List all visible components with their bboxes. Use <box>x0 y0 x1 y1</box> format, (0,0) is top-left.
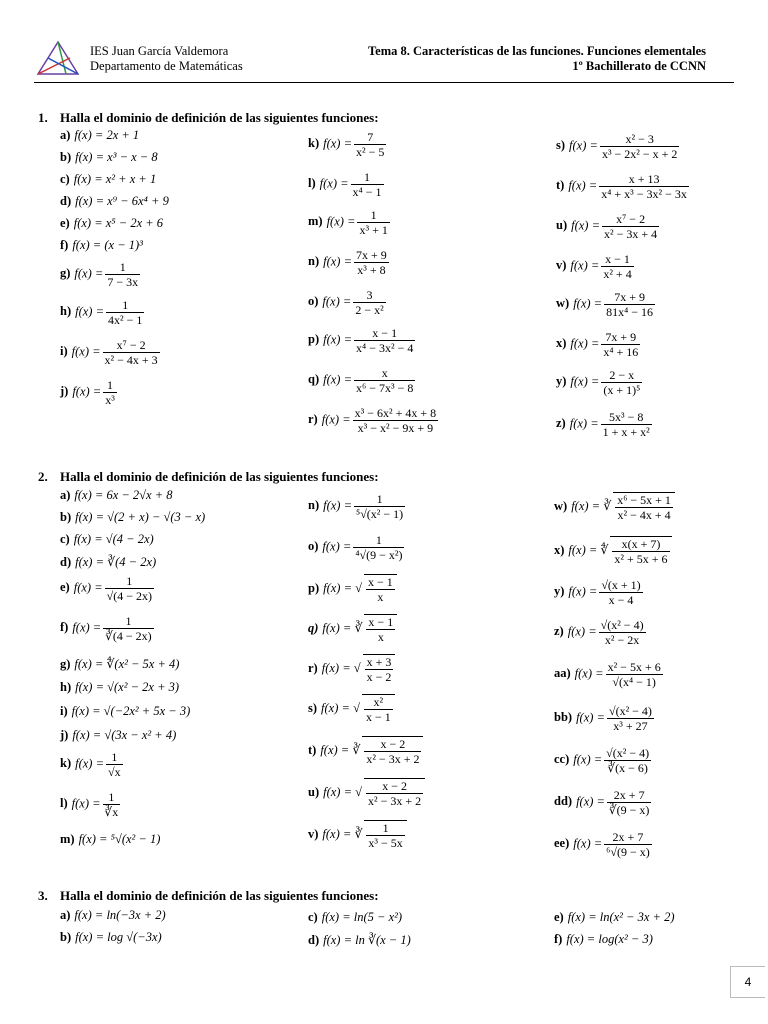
question-text: Halla el dominio de definición de las siguientes funciones: <box>60 888 379 903</box>
denominator: ∛(x − 6) <box>607 761 648 775</box>
q3-item-d: d) f(x) = ln ∛(x − 1) <box>308 933 411 947</box>
q2-item-w: w) f(x) = ∛ $\frac{\text{x⁶ − 5x + 1}}{\text{x² − 4x + 4}}$ <box>554 492 677 522</box>
formula: f(x) = ⁵√(x² − 1) <box>78 832 161 846</box>
denominator: 2 − x² <box>355 303 384 317</box>
numerator: 1 <box>106 750 123 765</box>
numerator: x² − 5x + 6 <box>607 660 661 674</box>
denominator: x² − 5 <box>356 145 385 159</box>
q2-item-b: b) f(x) = √(2 + x) − √(3 − x) <box>60 510 206 524</box>
numerator: 1 <box>366 821 404 836</box>
numerator: 7x + 9 <box>604 290 655 305</box>
denominator: (x + 1)⁵ <box>603 383 641 397</box>
q3-item-f: f) f(x) = log(x² − 3) <box>554 932 653 946</box>
denominator: x³ − x² − 9x + 9 <box>357 421 434 435</box>
q3-item-c: c) f(x) = ln(5 − x²) <box>308 910 403 924</box>
denominator: 4x² − 1 <box>108 313 143 327</box>
numerator: 1 <box>106 298 144 313</box>
denominator: x³ + 8 <box>357 263 386 277</box>
q2-item-y: y) f(x) = $\frac{√(x + 1)}{x - 4}$ <box>554 578 641 607</box>
numerator: 1 <box>103 790 121 805</box>
denominator: x⁴ + 16 <box>603 345 639 359</box>
numerator: √(x² − 4) <box>606 746 650 760</box>
topic-info <box>368 44 706 74</box>
page-header <box>0 0 768 90</box>
denominator: x² − 3x + 4 <box>604 227 658 241</box>
q1-item-b: b) f(x) = x³ − x − 8 <box>60 150 158 164</box>
q2-item-m: m) f(x) = ⁵√(x² − 1) <box>60 832 161 846</box>
denominator: x − 1 <box>365 710 391 724</box>
denominator: ∛(9 − x) <box>608 803 650 817</box>
denominator: 7 − 3x <box>107 275 139 289</box>
numerator: 1 <box>103 378 117 393</box>
denominator: x⁴ − 3x² − 4 <box>356 341 414 355</box>
q3-item-e: e) f(x) = ln(x² − 3x + 2) <box>554 910 675 924</box>
q2-item-bb: bb) f(x) = $\frac{\text{√(x² − 4)}}{\text{x³ + 27}}$ <box>554 704 652 733</box>
numerator: 7x + 9 <box>356 248 387 262</box>
q1-item-i: i) f(x) = $\frac{\text{x⁷ − 2}}{\text{x² − 4x + 3}}$ <box>60 338 158 367</box>
formula: f(x) = 6x − 2√x + 8 <box>74 488 173 502</box>
denominator: x² − 3x + 2 <box>368 794 422 808</box>
formula: f(x) = x⁵ − 2x + 6 <box>73 216 164 230</box>
denominator: x³ − 5x <box>368 836 403 850</box>
formula: f(x) = √(2 + x) − √(3 − x) <box>75 510 206 524</box>
denominator: x³ − 2x² − x + 2 <box>601 147 678 161</box>
formula: f(x) = x³ − x − 8 <box>75 150 158 164</box>
numerator: x⁶ − 5x + 1 <box>617 493 671 507</box>
numerator: x⁷ − 2 <box>103 338 160 353</box>
numerator: 1 <box>353 533 404 548</box>
denominator: 81x⁴ − 16 <box>606 305 654 319</box>
q2-item-dd: dd) f(x) = $\frac{2x + 7}{∛(9 - x)}$ <box>554 788 650 817</box>
question-3-title <box>38 888 379 904</box>
denominator: x³ + 1 <box>359 223 388 237</box>
q1-item-d: d) f(x) = x⁹ − 6x⁴ + 9 <box>60 194 169 208</box>
denominator: x² − 4x + 4 <box>617 508 671 522</box>
q1-item-z: z) f(x) = $\frac{\text{5x³ − 8}}{\text{1 + x + x²}}$ <box>556 410 650 439</box>
formula: f(x) = ln(x² − 3x + 2) <box>567 910 675 924</box>
numerator: 1 <box>105 260 140 275</box>
q2-item-j: j) f(x) = √(3x − x² + 4) <box>60 728 177 742</box>
numerator: 1 <box>357 208 389 223</box>
q2-item-z: z) f(x) = $\frac{\text{√(x² − 4)}}{\text{x² − 2x}}$ <box>554 618 644 647</box>
q1-item-t: t) f(x) = $\frac{x + 13}{\text{x⁴ + x³ − 3x² − 3x}}$ <box>556 172 687 201</box>
numerator: x² − 3 <box>600 132 680 147</box>
q2-item-d: d) f(x) = ∛(4 − 2x) <box>60 555 157 569</box>
denominator: x² + 4 <box>603 267 632 281</box>
q1-item-h: h) f(x) = $\frac{1}{\text{4x² − 1}}$ <box>60 298 143 327</box>
q1-item-x: x) f(x) = $\frac{7x + 9}{\text{x⁴ + 16}}$ <box>556 330 639 359</box>
formula: f(x) = x² + x + 1 <box>73 172 157 186</box>
school-logo-icon <box>36 40 80 76</box>
numerator: x − 1 <box>368 615 394 629</box>
denominator: x − 4 <box>608 593 634 607</box>
q2-item-a: a) f(x) = 6x − 2√x + 8 <box>60 488 173 502</box>
q1-item-e: e) f(x) = x⁵ − 2x + 6 <box>60 216 164 230</box>
q1-item-c: c) f(x) = x² + x + 1 <box>60 172 157 186</box>
numerator: 5x³ − 8 <box>601 410 652 425</box>
formula: f(x) = √(3x − x² + 4) <box>72 728 177 742</box>
numerator: x − 2 <box>364 737 421 752</box>
q1-item-p: p) f(x) = $\frac{x - 1}{\text{x⁴ − 3x² − 4}}$ <box>308 326 414 355</box>
school-name: IES Juan García Valdemora <box>90 44 229 58</box>
denominator: x² − 3x + 2 <box>366 752 420 766</box>
denominator: x² + 5x + 6 <box>614 552 668 566</box>
q1-item-k: k) f(x) = $\frac{7}{\text{x² − 5}}$ <box>308 130 385 159</box>
formula: f(x) = √(−2x² + 5x − 3) <box>71 704 191 718</box>
page-number: 4 <box>730 966 765 998</box>
numerator: 3 <box>353 288 385 303</box>
q1-item-y: y) f(x) = $\frac{2 - x}{\text{(x + 1)⁵}}$ <box>556 368 641 397</box>
denominator: ⁴√(9 − x²) <box>355 548 403 562</box>
formula: f(x) = √(x² − 2x + 3) <box>75 680 180 694</box>
q2-item-f: f) f(x) = $\frac{1}{∛(4 - 2x)}$ <box>60 614 152 643</box>
question-text: Halla el dominio de definición de las siguientes funciones: <box>60 469 379 484</box>
denominator: x <box>377 590 384 604</box>
q1-item-w: w) f(x) = $\frac{7x + 9}{\text{81x⁴ − 16}}$ <box>556 290 654 319</box>
question-1-title <box>38 110 379 126</box>
q2-item-l: l) f(x) = $\frac{1}{∛x}$ <box>60 790 119 819</box>
numerator: √(x + 1) <box>601 578 641 592</box>
q2-item-x: x) f(x) = ∜ $\frac{x(x + 7)}{\text{x² + 5x + 6}}$ <box>554 536 674 566</box>
denominator: x⁴ + x³ − 3x² − 3x <box>601 187 687 201</box>
denominator: √x <box>108 765 121 779</box>
q1-item-a: a) f(x) = 2x + 1 <box>60 128 140 142</box>
course-name: 1º Bachillerato de CCNN <box>572 59 706 73</box>
q1-item-o: o) f(x) = $\frac{3}{\text{2 − x²}}$ <box>308 288 384 317</box>
denominator: x − 2 <box>366 670 392 684</box>
q1-item-n: n) f(x) = $\frac{7x + 9}{\text{x³ + 8}}$ <box>308 248 387 277</box>
formula: f(x) = ∜(x² − 5x + 4) <box>74 657 180 671</box>
numerator: x² <box>364 695 393 710</box>
q1-item-j: j) f(x) = $\frac{1}{\text{x³}}$ <box>60 378 115 407</box>
q1-item-s: s) f(x) = $\frac{\text{x² − 3}}{\text{x³ − 2x² − x + 2}}$ <box>556 132 678 161</box>
q1-item-q: q) f(x) = $\frac{x}{\text{x⁶ − 7x³ − 8}}$ <box>308 366 414 395</box>
numerator: 1 <box>351 170 384 185</box>
denominator: x³ + 27 <box>613 719 648 733</box>
numerator: 7x + 9 <box>601 330 640 345</box>
numerator: x + 3 <box>366 655 392 669</box>
topic-title: Tema 8. Características de las funciones. Funciones elementales <box>367 44 706 58</box>
denominator: x² − 2x <box>604 633 640 647</box>
q2-item-o: o) f(x) = $\frac{1}{\text{⁴√(9 − x²)}}$ <box>308 533 403 562</box>
formula: f(x) = √(4 − 2x) <box>73 532 154 546</box>
q2-item-h: h) f(x) = √(x² − 2x + 3) <box>60 680 180 694</box>
formula: f(x) = ∛(4 − 2x) <box>75 555 157 569</box>
q2-item-e: e) f(x) = $\frac{1}{√(4 - 2x)}$ <box>60 574 152 603</box>
numerator: 1 <box>103 614 153 629</box>
q1-item-u: u) f(x) = $\frac{\text{x⁷ − 2}}{\text{x² − 3x + 4}}$ <box>556 212 658 241</box>
q1-item-r: r) f(x) = $\frac{\text{x³ − 6x² + 4x + 8}}{\text{x³ − x² − 9x + 9}}$ <box>308 406 437 435</box>
denominator: x <box>377 630 384 644</box>
denominator: x³ <box>105 393 115 407</box>
question-number: 2. <box>38 469 48 484</box>
q2-item-q: q) f(x) = ∛ $\frac{x - 1}{x}$ <box>308 614 399 644</box>
q2-item-v: v) f(x) = ∛ $\frac{1}{\text{x³ − 5x}}$ <box>308 820 409 850</box>
denominator: 1 + x + x² <box>602 425 650 439</box>
q2-item-n: n) f(x) = $\frac{1}{\text{⁵√(x² − 1)}}$ <box>308 492 404 521</box>
question-number: 1. <box>38 110 48 125</box>
numerator: x − 1 <box>368 575 393 589</box>
formula: f(x) = log(x² − 3) <box>566 932 653 946</box>
q3-item-b: b) f(x) = log √(−3x) <box>60 930 162 944</box>
numerator: x(x + 7) <box>612 537 669 552</box>
header-divider <box>34 82 734 83</box>
numerator: 2x + 7 <box>604 830 652 845</box>
numerator: √(x² − 4) <box>608 704 652 718</box>
formula: f(x) = 2x + 1 <box>74 128 140 142</box>
denominator: ∛x <box>104 805 119 819</box>
formula: f(x) = ln ∛(x − 1) <box>323 933 411 947</box>
numerator: x <box>354 366 415 381</box>
q2-item-ee: ee) f(x) = $\frac{2x + 7}{\text{⁶√(9 − x)}}$ <box>554 830 650 859</box>
numerator: x + 13 <box>599 172 689 187</box>
denominator: ⁵√(x² − 1) <box>356 507 404 521</box>
school-info <box>90 44 243 74</box>
department-name: Departamento de Matemáticas <box>90 59 243 73</box>
formula: f(x) = (x − 1)³ <box>72 238 143 252</box>
numerator: x⁷ − 2 <box>602 212 659 227</box>
denominator: x⁶ − 7x³ − 8 <box>356 381 414 395</box>
numerator: x − 1 <box>601 252 633 267</box>
formula: f(x) = ln(5 − x²) <box>321 910 403 924</box>
denominator: ∛(4 − 2x) <box>105 629 152 643</box>
numerator: x − 1 <box>354 326 415 341</box>
question-number: 3. <box>38 888 48 903</box>
q2-item-aa: aa) f(x) = $\frac{\text{x² − 5x + 6}}{\text{√(x⁴ − 1)}}$ <box>554 660 661 689</box>
formula: f(x) = log √(−3x) <box>75 930 162 944</box>
q2-item-c: c) f(x) = √(4 − 2x) <box>60 532 154 546</box>
q1-item-g: g) f(x) = $\frac{1}{7 - 3x}$ <box>60 260 139 289</box>
q1-item-v: v) f(x) = $\frac{x - 1}{\text{x² + 4}}$ <box>556 252 632 281</box>
denominator: √(4 − 2x) <box>106 589 152 603</box>
q2-item-i: i) f(x) = √(−2x² + 5x − 3) <box>60 704 191 718</box>
numerator: x³ − 6x² + 4x + 8 <box>354 406 437 420</box>
q2-item-g: g) f(x) = ∜(x² − 5x + 4) <box>60 657 180 671</box>
numerator: √(x² − 4) <box>600 618 644 632</box>
denominator: √(x⁴ − 1) <box>612 675 656 689</box>
denominator: x⁴ − 1 <box>352 185 382 199</box>
numerator: 7 <box>354 130 386 145</box>
q2-item-s: s) f(x) = √ $\frac{\text{x²}}{x - 1}$ <box>308 694 397 724</box>
numerator: 1 <box>105 574 154 589</box>
q2-item-r: r) f(x) = √ $\frac{x + 3}{x - 2}$ <box>308 654 397 684</box>
question-text: Halla el dominio de definición de las siguientes funciones: <box>60 110 379 125</box>
q2-item-k: k) f(x) = $\frac{1}{√x}$ <box>60 750 121 779</box>
q1-item-f: f) f(x) = (x − 1)³ <box>60 238 143 252</box>
q1-item-m: m) f(x) = $\frac{1}{\text{x³ + 1}}$ <box>308 208 388 237</box>
formula: f(x) = x⁹ − 6x⁴ + 9 <box>75 194 169 208</box>
q1-item-l: l) f(x) = $\frac{1}{\text{x⁴ − 1}}$ <box>308 170 382 199</box>
question-2-title <box>38 469 379 485</box>
numerator: 1 <box>354 492 405 507</box>
numerator: x − 2 <box>366 779 423 794</box>
numerator: 2x + 7 <box>607 788 651 803</box>
denominator: x² − 4x + 3 <box>104 353 158 367</box>
formula: f(x) = ln(−3x + 2) <box>74 908 166 922</box>
q2-item-cc: cc) f(x) = $\frac{\text{√(x² − 4)}}{∛(x - 6)}$ <box>554 746 650 775</box>
q3-item-a: a) f(x) = ln(−3x + 2) <box>60 908 166 922</box>
q2-item-u: u) f(x) = √ $\frac{x - 2}{\text{x² − 3x + 2}}$ <box>308 778 427 808</box>
numerator: 2 − x <box>601 368 642 383</box>
q2-item-t: t) f(x) = ∛ $\frac{x - 2}{\text{x² − 3x + 2}}$ <box>308 736 425 766</box>
q2-item-p: p) f(x) = √ $\frac{x - 1}{x}$ <box>308 574 399 604</box>
denominator: ⁶√(9 − x) <box>606 845 650 859</box>
